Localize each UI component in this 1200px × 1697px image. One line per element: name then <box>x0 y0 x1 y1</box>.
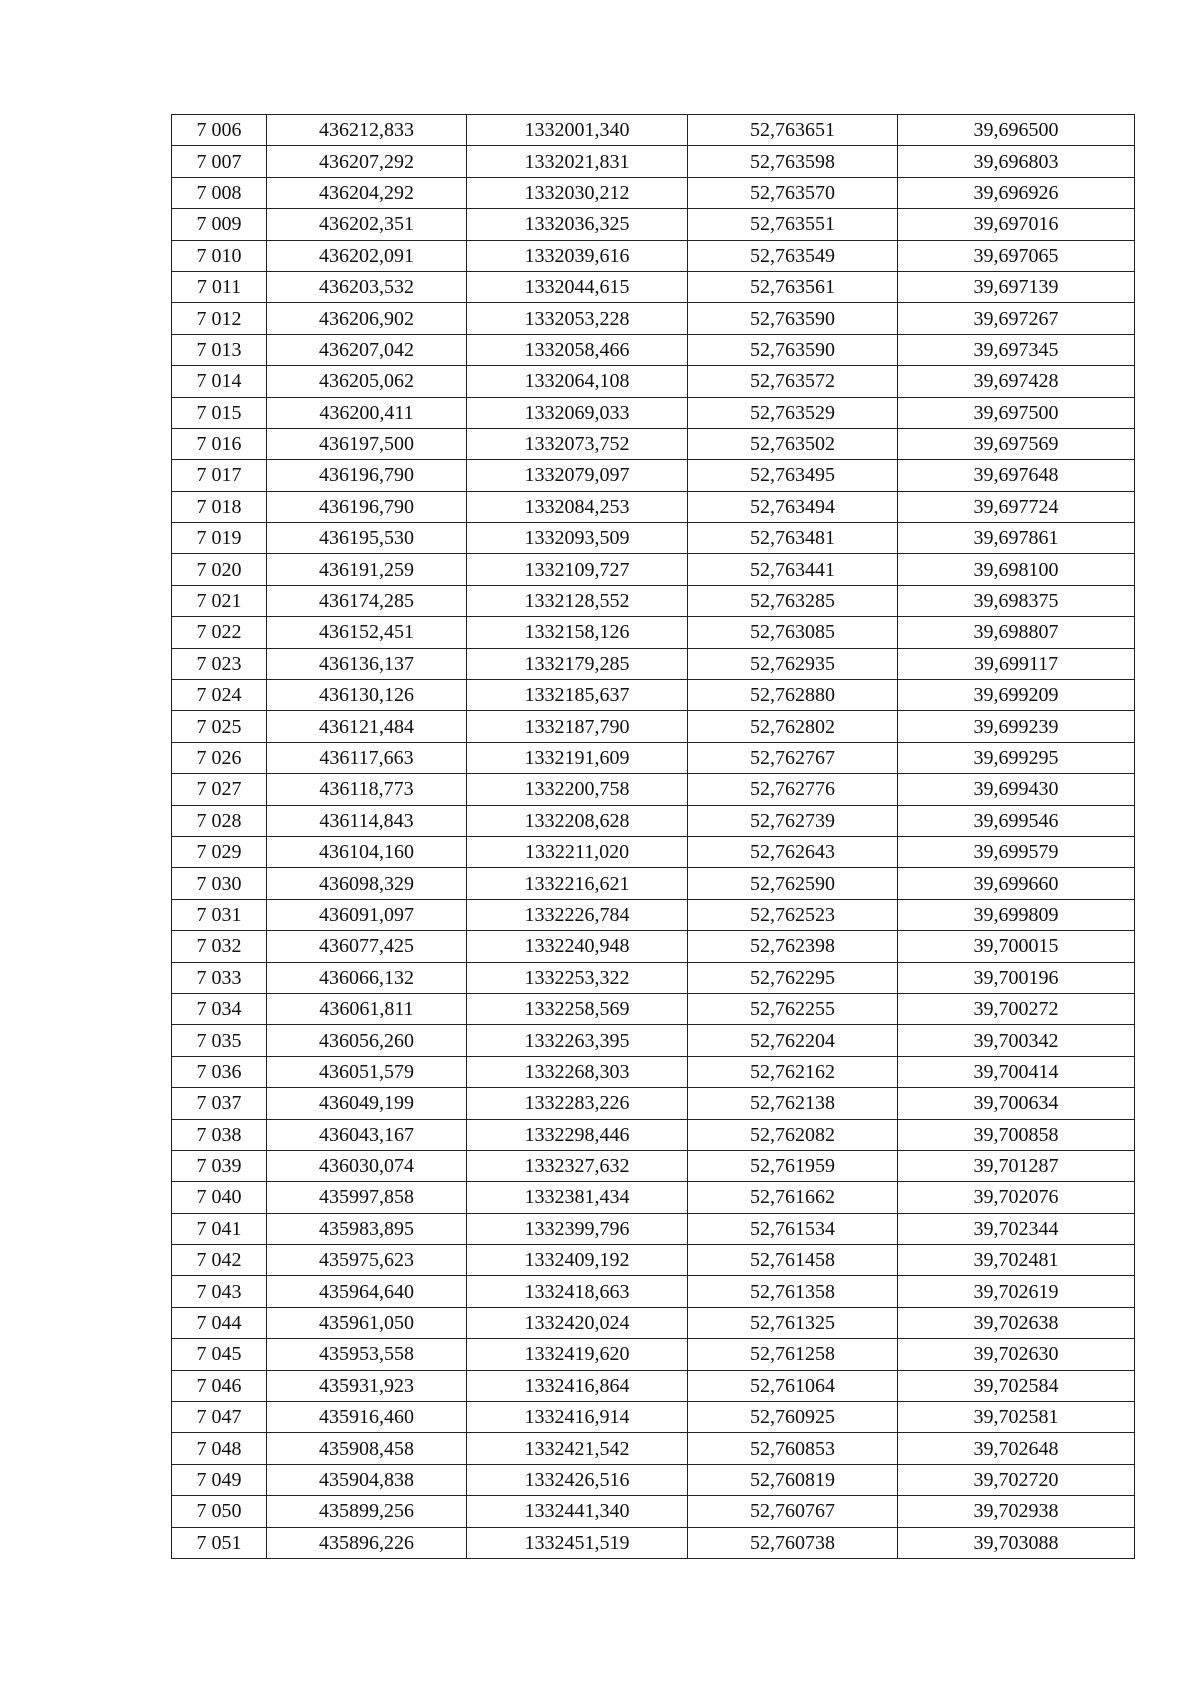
point-number-cell: 7 034 <box>172 993 267 1024</box>
coord-x-cell: 436091,097 <box>267 899 467 930</box>
coord-x-cell: 435953,558 <box>267 1339 467 1370</box>
coord-y-cell: 1332185,637 <box>467 680 688 711</box>
table-row <box>172 805 1135 836</box>
table-row <box>172 836 1135 867</box>
coord-x-cell: 436212,833 <box>267 115 467 146</box>
latitude-cell: 52,762767 <box>688 742 898 773</box>
coord-y-cell: 1332187,790 <box>467 711 688 742</box>
longitude-cell: 39,697065 <box>898 240 1135 271</box>
longitude-cell: 39,702481 <box>898 1245 1135 1276</box>
point-number-cell: 7 032 <box>172 931 267 962</box>
table-row <box>172 209 1135 240</box>
table-row <box>172 271 1135 302</box>
coord-y-cell: 1332381,434 <box>467 1182 688 1213</box>
point-number-cell: 7 018 <box>172 491 267 522</box>
longitude-cell: 39,702619 <box>898 1276 1135 1307</box>
longitude-cell: 39,699239 <box>898 711 1135 742</box>
longitude-cell: 39,700272 <box>898 993 1135 1024</box>
table-row <box>172 1402 1135 1433</box>
coord-y-cell: 1332036,325 <box>467 209 688 240</box>
coord-x-cell: 436195,530 <box>267 523 467 554</box>
point-number-cell: 7 029 <box>172 836 267 867</box>
point-number-cell: 7 009 <box>172 209 267 240</box>
coord-y-cell: 1332416,914 <box>467 1402 688 1433</box>
table-row <box>172 1088 1135 1119</box>
point-number-cell: 7 027 <box>172 774 267 805</box>
table-row <box>172 303 1135 334</box>
table-row <box>172 1433 1135 1464</box>
coord-x-cell: 436152,451 <box>267 617 467 648</box>
coord-y-cell: 1332021,831 <box>467 146 688 177</box>
coord-y-cell: 1332327,632 <box>467 1150 688 1181</box>
table-row <box>172 115 1135 146</box>
latitude-cell: 52,762523 <box>688 899 898 930</box>
coord-x-cell: 435931,923 <box>267 1370 467 1401</box>
longitude-cell: 39,697267 <box>898 303 1135 334</box>
latitude-cell: 52,762295 <box>688 962 898 993</box>
table-row <box>172 397 1135 428</box>
longitude-cell: 39,697016 <box>898 209 1135 240</box>
coord-y-cell: 1332211,020 <box>467 836 688 867</box>
latitude-cell: 52,763285 <box>688 585 898 616</box>
point-number-cell: 7 010 <box>172 240 267 271</box>
point-number-cell: 7 021 <box>172 585 267 616</box>
longitude-cell: 39,702638 <box>898 1307 1135 1338</box>
coord-x-cell: 435908,458 <box>267 1433 467 1464</box>
longitude-cell: 39,699579 <box>898 836 1135 867</box>
point-number-cell: 7 035 <box>172 1025 267 1056</box>
latitude-cell: 52,763549 <box>688 240 898 271</box>
latitude-cell: 52,763085 <box>688 617 898 648</box>
latitude-cell: 52,763590 <box>688 303 898 334</box>
longitude-cell: 39,697724 <box>898 491 1135 522</box>
table-row <box>172 868 1135 899</box>
longitude-cell: 39,702630 <box>898 1339 1135 1370</box>
coord-y-cell: 1332001,340 <box>467 115 688 146</box>
coord-y-cell: 1332441,340 <box>467 1496 688 1527</box>
longitude-cell: 39,703088 <box>898 1527 1135 1558</box>
latitude-cell: 52,763494 <box>688 491 898 522</box>
coord-x-cell: 435975,623 <box>267 1245 467 1276</box>
point-number-cell: 7 031 <box>172 899 267 930</box>
latitude-cell: 52,760925 <box>688 1402 898 1433</box>
coord-x-cell: 436114,843 <box>267 805 467 836</box>
latitude-cell: 52,762082 <box>688 1119 898 1150</box>
latitude-cell: 52,763481 <box>688 523 898 554</box>
point-number-cell: 7 013 <box>172 334 267 365</box>
table-row <box>172 334 1135 365</box>
latitude-cell: 52,761258 <box>688 1339 898 1370</box>
coord-x-cell: 436202,351 <box>267 209 467 240</box>
coord-x-cell: 436049,199 <box>267 1088 467 1119</box>
latitude-cell: 52,762204 <box>688 1025 898 1056</box>
table-row <box>172 1464 1135 1495</box>
latitude-cell: 52,762643 <box>688 836 898 867</box>
longitude-cell: 39,698100 <box>898 554 1135 585</box>
longitude-cell: 39,702581 <box>898 1402 1135 1433</box>
table-row <box>172 1245 1135 1276</box>
longitude-cell: 39,702076 <box>898 1182 1135 1213</box>
coord-y-cell: 1332418,663 <box>467 1276 688 1307</box>
table-row <box>172 428 1135 459</box>
longitude-cell: 39,699117 <box>898 648 1135 679</box>
latitude-cell: 52,762880 <box>688 680 898 711</box>
coord-x-cell: 436207,292 <box>267 146 467 177</box>
coord-y-cell: 1332416,864 <box>467 1370 688 1401</box>
coord-y-cell: 1332079,097 <box>467 460 688 491</box>
point-number-cell: 7 036 <box>172 1056 267 1087</box>
coord-x-cell: 436206,902 <box>267 303 467 334</box>
coord-y-cell: 1332298,446 <box>467 1119 688 1150</box>
table-row <box>172 993 1135 1024</box>
coord-y-cell: 1332426,516 <box>467 1464 688 1495</box>
point-number-cell: 7 030 <box>172 868 267 899</box>
latitude-cell: 52,761534 <box>688 1213 898 1244</box>
coord-y-cell: 1332058,466 <box>467 334 688 365</box>
coord-y-cell: 1332179,285 <box>467 648 688 679</box>
longitude-cell: 39,700196 <box>898 962 1135 993</box>
point-number-cell: 7 006 <box>172 115 267 146</box>
point-number-cell: 7 014 <box>172 366 267 397</box>
latitude-cell: 52,762162 <box>688 1056 898 1087</box>
latitude-cell: 52,762776 <box>688 774 898 805</box>
coord-x-cell: 435983,895 <box>267 1213 467 1244</box>
table-row <box>172 554 1135 585</box>
latitude-cell: 52,763441 <box>688 554 898 585</box>
table-row <box>172 742 1135 773</box>
latitude-cell: 52,761959 <box>688 1150 898 1181</box>
coord-x-cell: 436121,484 <box>267 711 467 742</box>
table-row <box>172 1150 1135 1181</box>
coord-y-cell: 1332208,628 <box>467 805 688 836</box>
longitude-cell: 39,700342 <box>898 1025 1135 1056</box>
coord-y-cell: 1332399,796 <box>467 1213 688 1244</box>
table-row <box>172 931 1135 962</box>
point-number-cell: 7 011 <box>172 271 267 302</box>
coord-y-cell: 1332030,212 <box>467 177 688 208</box>
table-row <box>172 1025 1135 1056</box>
point-number-cell: 7 048 <box>172 1433 267 1464</box>
table-row <box>172 1182 1135 1213</box>
latitude-cell: 52,763572 <box>688 366 898 397</box>
longitude-cell: 39,698375 <box>898 585 1135 616</box>
coord-x-cell: 436197,500 <box>267 428 467 459</box>
table-row <box>172 491 1135 522</box>
coord-y-cell: 1332216,621 <box>467 868 688 899</box>
point-number-cell: 7 047 <box>172 1402 267 1433</box>
table-row <box>172 774 1135 805</box>
coord-x-cell: 436056,260 <box>267 1025 467 1056</box>
coord-y-cell: 1332283,226 <box>467 1088 688 1119</box>
coord-x-cell: 436200,411 <box>267 397 467 428</box>
coord-x-cell: 435899,256 <box>267 1496 467 1527</box>
coord-x-cell: 436104,160 <box>267 836 467 867</box>
table-row <box>172 680 1135 711</box>
coord-y-cell: 1332084,253 <box>467 491 688 522</box>
coord-x-cell: 435916,460 <box>267 1402 467 1433</box>
coord-y-cell: 1332191,609 <box>467 742 688 773</box>
table-row <box>172 1213 1135 1244</box>
table-row <box>172 648 1135 679</box>
table-row <box>172 617 1135 648</box>
longitude-cell: 39,699660 <box>898 868 1135 899</box>
coord-y-cell: 1332258,569 <box>467 993 688 1024</box>
point-number-cell: 7 022 <box>172 617 267 648</box>
longitude-cell: 39,702938 <box>898 1496 1135 1527</box>
longitude-cell: 39,697500 <box>898 397 1135 428</box>
coord-y-cell: 1332409,192 <box>467 1245 688 1276</box>
coord-x-cell: 436136,137 <box>267 648 467 679</box>
coord-x-cell: 435997,858 <box>267 1182 467 1213</box>
coord-y-cell: 1332093,509 <box>467 523 688 554</box>
table-row <box>172 1496 1135 1527</box>
coord-y-cell: 1332240,948 <box>467 931 688 962</box>
longitude-cell: 39,696926 <box>898 177 1135 208</box>
coordinates-table-body <box>172 115 1135 1559</box>
latitude-cell: 52,763590 <box>688 334 898 365</box>
point-number-cell: 7 007 <box>172 146 267 177</box>
point-number-cell: 7 046 <box>172 1370 267 1401</box>
point-number-cell: 7 008 <box>172 177 267 208</box>
point-number-cell: 7 042 <box>172 1245 267 1276</box>
table-row <box>172 1276 1135 1307</box>
latitude-cell: 52,761064 <box>688 1370 898 1401</box>
coord-y-cell: 1332128,552 <box>467 585 688 616</box>
coord-y-cell: 1332253,322 <box>467 962 688 993</box>
coord-x-cell: 435896,226 <box>267 1527 467 1558</box>
latitude-cell: 52,761662 <box>688 1182 898 1213</box>
latitude-cell: 52,761358 <box>688 1276 898 1307</box>
coord-x-cell: 436066,132 <box>267 962 467 993</box>
point-number-cell: 7 045 <box>172 1339 267 1370</box>
table-row <box>172 146 1135 177</box>
longitude-cell: 39,697345 <box>898 334 1135 365</box>
latitude-cell: 52,763551 <box>688 209 898 240</box>
latitude-cell: 52,762802 <box>688 711 898 742</box>
coord-y-cell: 1332039,616 <box>467 240 688 271</box>
latitude-cell: 52,761325 <box>688 1307 898 1338</box>
longitude-cell: 39,702344 <box>898 1213 1135 1244</box>
coord-x-cell: 436130,126 <box>267 680 467 711</box>
latitude-cell: 52,762138 <box>688 1088 898 1119</box>
point-number-cell: 7 026 <box>172 742 267 773</box>
longitude-cell: 39,699546 <box>898 805 1135 836</box>
coord-y-cell: 1332420,024 <box>467 1307 688 1338</box>
coord-y-cell: 1332109,727 <box>467 554 688 585</box>
table-row <box>172 523 1135 554</box>
coord-x-cell: 436207,042 <box>267 334 467 365</box>
coord-x-cell: 436030,074 <box>267 1150 467 1181</box>
latitude-cell: 52,762398 <box>688 931 898 962</box>
latitude-cell: 52,763570 <box>688 177 898 208</box>
point-number-cell: 7 028 <box>172 805 267 836</box>
coord-x-cell: 436077,425 <box>267 931 467 962</box>
longitude-cell: 39,697569 <box>898 428 1135 459</box>
latitude-cell: 52,760738 <box>688 1527 898 1558</box>
latitude-cell: 52,762590 <box>688 868 898 899</box>
point-number-cell: 7 020 <box>172 554 267 585</box>
latitude-cell: 52,760853 <box>688 1433 898 1464</box>
coord-x-cell: 435964,640 <box>267 1276 467 1307</box>
coord-x-cell: 436196,790 <box>267 491 467 522</box>
longitude-cell: 39,701287 <box>898 1150 1135 1181</box>
coord-y-cell: 1332263,395 <box>467 1025 688 1056</box>
point-number-cell: 7 019 <box>172 523 267 554</box>
coord-y-cell: 1332053,228 <box>467 303 688 334</box>
point-number-cell: 7 051 <box>172 1527 267 1558</box>
latitude-cell: 52,761458 <box>688 1245 898 1276</box>
coord-y-cell: 1332200,758 <box>467 774 688 805</box>
longitude-cell: 39,697428 <box>898 366 1135 397</box>
point-number-cell: 7 038 <box>172 1119 267 1150</box>
coord-x-cell: 436174,285 <box>267 585 467 616</box>
table-row <box>172 460 1135 491</box>
point-number-cell: 7 017 <box>172 460 267 491</box>
table-row <box>172 1119 1135 1150</box>
table-row <box>172 899 1135 930</box>
coord-y-cell: 1332073,752 <box>467 428 688 459</box>
coord-y-cell: 1332421,542 <box>467 1433 688 1464</box>
latitude-cell: 52,763502 <box>688 428 898 459</box>
point-number-cell: 7 015 <box>172 397 267 428</box>
table-row <box>172 1307 1135 1338</box>
longitude-cell: 39,696500 <box>898 115 1135 146</box>
coord-x-cell: 436061,811 <box>267 993 467 1024</box>
coordinates-table <box>171 114 1135 1559</box>
latitude-cell: 52,762255 <box>688 993 898 1024</box>
longitude-cell: 39,702584 <box>898 1370 1135 1401</box>
coord-y-cell: 1332419,620 <box>467 1339 688 1370</box>
coord-x-cell: 436117,663 <box>267 742 467 773</box>
table-row <box>172 366 1135 397</box>
coord-y-cell: 1332268,303 <box>467 1056 688 1087</box>
latitude-cell: 52,762739 <box>688 805 898 836</box>
point-number-cell: 7 044 <box>172 1307 267 1338</box>
longitude-cell: 39,696803 <box>898 146 1135 177</box>
longitude-cell: 39,698807 <box>898 617 1135 648</box>
longitude-cell: 39,700858 <box>898 1119 1135 1150</box>
point-number-cell: 7 033 <box>172 962 267 993</box>
longitude-cell: 39,700634 <box>898 1088 1135 1119</box>
table-row <box>172 585 1135 616</box>
longitude-cell: 39,699430 <box>898 774 1135 805</box>
longitude-cell: 39,702720 <box>898 1464 1135 1495</box>
coord-x-cell: 436202,091 <box>267 240 467 271</box>
table-row <box>172 1370 1135 1401</box>
point-number-cell: 7 025 <box>172 711 267 742</box>
latitude-cell: 52,760767 <box>688 1496 898 1527</box>
coord-y-cell: 1332064,108 <box>467 366 688 397</box>
coord-y-cell: 1332044,615 <box>467 271 688 302</box>
longitude-cell: 39,699295 <box>898 742 1135 773</box>
coord-x-cell: 436098,329 <box>267 868 467 899</box>
point-number-cell: 7 050 <box>172 1496 267 1527</box>
longitude-cell: 39,700015 <box>898 931 1135 962</box>
latitude-cell: 52,760819 <box>688 1464 898 1495</box>
latitude-cell: 52,763495 <box>688 460 898 491</box>
coord-y-cell: 1332451,519 <box>467 1527 688 1558</box>
coord-x-cell: 436204,292 <box>267 177 467 208</box>
latitude-cell: 52,762935 <box>688 648 898 679</box>
latitude-cell: 52,763651 <box>688 115 898 146</box>
table-row <box>172 1339 1135 1370</box>
coord-x-cell: 435961,050 <box>267 1307 467 1338</box>
latitude-cell: 52,763561 <box>688 271 898 302</box>
longitude-cell: 39,697648 <box>898 460 1135 491</box>
point-number-cell: 7 041 <box>172 1213 267 1244</box>
coord-x-cell: 436196,790 <box>267 460 467 491</box>
latitude-cell: 52,763598 <box>688 146 898 177</box>
coord-x-cell: 436191,259 <box>267 554 467 585</box>
point-number-cell: 7 023 <box>172 648 267 679</box>
point-number-cell: 7 049 <box>172 1464 267 1495</box>
point-number-cell: 7 037 <box>172 1088 267 1119</box>
coord-x-cell: 436043,167 <box>267 1119 467 1150</box>
table-row <box>172 962 1135 993</box>
coord-x-cell: 436118,773 <box>267 774 467 805</box>
table-row <box>172 711 1135 742</box>
coord-y-cell: 1332226,784 <box>467 899 688 930</box>
point-number-cell: 7 024 <box>172 680 267 711</box>
coord-x-cell: 435904,838 <box>267 1464 467 1495</box>
table-row <box>172 177 1135 208</box>
point-number-cell: 7 043 <box>172 1276 267 1307</box>
point-number-cell: 7 012 <box>172 303 267 334</box>
latitude-cell: 52,763529 <box>688 397 898 428</box>
longitude-cell: 39,699809 <box>898 899 1135 930</box>
longitude-cell: 39,700414 <box>898 1056 1135 1087</box>
longitude-cell: 39,697139 <box>898 271 1135 302</box>
table-row <box>172 1056 1135 1087</box>
longitude-cell: 39,702648 <box>898 1433 1135 1464</box>
coord-x-cell: 436051,579 <box>267 1056 467 1087</box>
table-row <box>172 1527 1135 1558</box>
longitude-cell: 39,697861 <box>898 523 1135 554</box>
coord-x-cell: 436205,062 <box>267 366 467 397</box>
coord-y-cell: 1332158,126 <box>467 617 688 648</box>
point-number-cell: 7 016 <box>172 428 267 459</box>
coord-x-cell: 436203,532 <box>267 271 467 302</box>
table-row <box>172 240 1135 271</box>
longitude-cell: 39,699209 <box>898 680 1135 711</box>
point-number-cell: 7 040 <box>172 1182 267 1213</box>
coord-y-cell: 1332069,033 <box>467 397 688 428</box>
point-number-cell: 7 039 <box>172 1150 267 1181</box>
